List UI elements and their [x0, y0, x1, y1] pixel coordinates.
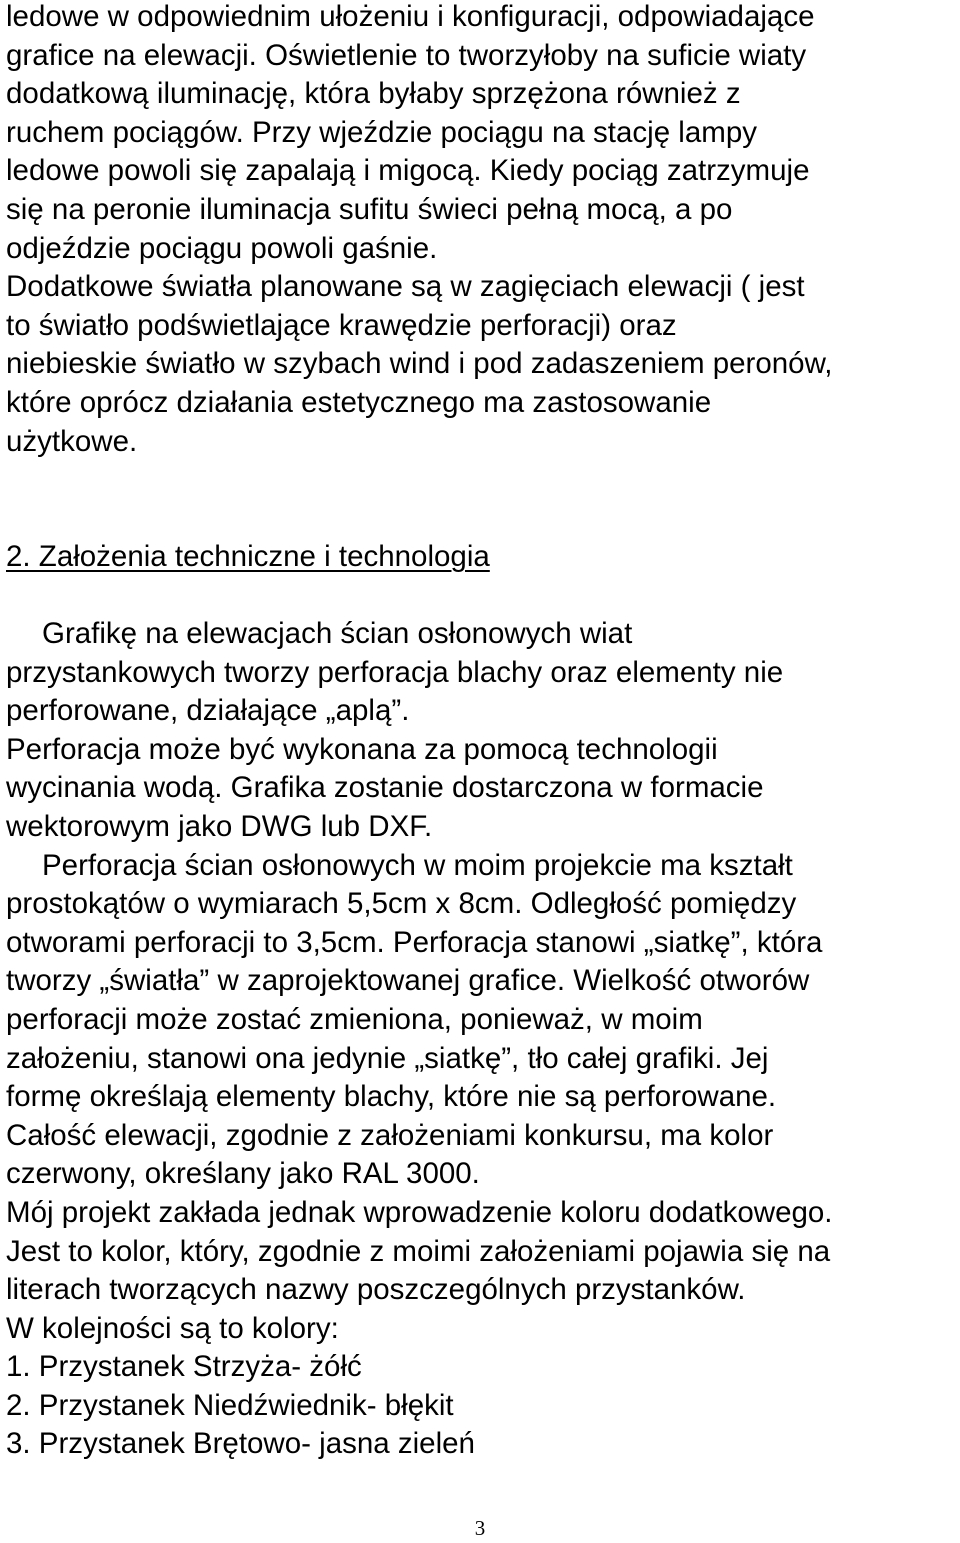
text-line: ledowe powoli się zapalają i migocą. Kiedy pociąg zatrzymuje: [6, 154, 810, 188]
text-line: tworzy „światła” w zaprojektowanej grafice. Wielkość otworów: [6, 964, 810, 998]
text-line: użytkowe.: [6, 424, 138, 458]
text-line: perforacji może zostać zmieniona, ponieważ, w moim: [6, 1002, 703, 1036]
text-line: się na peronie iluminacja sufitu świeci pełną mocą, a po: [6, 192, 733, 226]
list-intro: W kolejności są to kolory:: [6, 1311, 339, 1345]
text-line: ruchem pociągów. Przy wjeździe pociągu na stację lampy: [6, 115, 757, 149]
page-number: 3: [474, 1516, 486, 1540]
text-line: Perforacja może być wykonana za pomocą technologii: [6, 732, 718, 766]
text-line: czerwony, określany jako RAL 3000.: [6, 1157, 480, 1191]
text-line: Grafikę na elewacjach ścian osłonowych wiat: [42, 617, 633, 650]
text-line: Mój projekt zakłada jednak wprowadzenie koloru dodatkowego.: [6, 1195, 833, 1229]
text-line: otworami perforacji to 3,5cm. Perforacja stanowi „siatkę”, która: [6, 925, 823, 959]
text-line: dodatkową iluminację, która byłaby sprzężona również z: [6, 77, 741, 111]
text-line: niebieskie światło w szybach wind i pod zadaszeniem peronów,: [6, 347, 833, 381]
section-heading: 2. Założenia techniczne i technologia: [6, 540, 490, 573]
text-line: założeniu, stanowi ona jedynie „siatkę”, tło całej grafiki. Jej: [6, 1041, 769, 1075]
text-line: literach tworzących nazwy poszczególnych przystanków.: [6, 1273, 746, 1307]
text-line: Dodatkowe światła planowane są w zagięciach elewacji ( jest: [6, 270, 805, 304]
intro-paragraph: [6, 0, 832, 461]
list-item: 3. Przystanek Brętowo- jasna zieleń: [6, 1427, 475, 1461]
text-line: prostokątów o wymiarach 5,5cm x 8cm. Odległość pomiędzy: [6, 887, 797, 921]
section-heading-container: [6, 538, 490, 577]
technical-paragraph: [6, 615, 833, 1464]
text-line: to światło podświetlające krawędzie perforacji) oraz: [6, 308, 677, 342]
text-line: Perforacja ścian osłonowych w moim projekcie ma kształt: [42, 848, 793, 882]
text-line: grafice na elewacji. Oświetlenie to tworzyłoby na suficie wiaty: [6, 38, 807, 72]
text-line: perforowane, działające „aplą”.: [6, 694, 410, 728]
text-line: Całość elewacji, zgodnie z założeniami konkursu, ma kolor: [6, 1118, 774, 1152]
text-line: wektorowym jako DWG lub DXF.: [6, 809, 433, 843]
text-line: ledowe w odpowiednim ułożeniu i konfiguracji, odpowiadające: [6, 0, 815, 33]
text-line: przystankowych tworzy perforacja blachy oraz elementy nie: [6, 655, 784, 689]
list-item: 1. Przystanek Strzyża- żółć: [6, 1350, 362, 1384]
text-line: formę określają elementy blachy, które nie są perforowane.: [6, 1080, 777, 1114]
text-line: odjeździe pociągu powoli gaśnie.: [6, 231, 438, 265]
text-line: które oprócz działania estetycznego ma zastosowanie: [6, 385, 712, 419]
text-line: Jest to kolor, który, zgodnie z moimi założeniami pojawia się na: [6, 1234, 831, 1268]
list-item: 2. Przystanek Niedźwiednik- błękit: [6, 1388, 454, 1422]
text-line: wycinania wodą. Grafika zostanie dostarczona w formacie: [6, 771, 764, 805]
